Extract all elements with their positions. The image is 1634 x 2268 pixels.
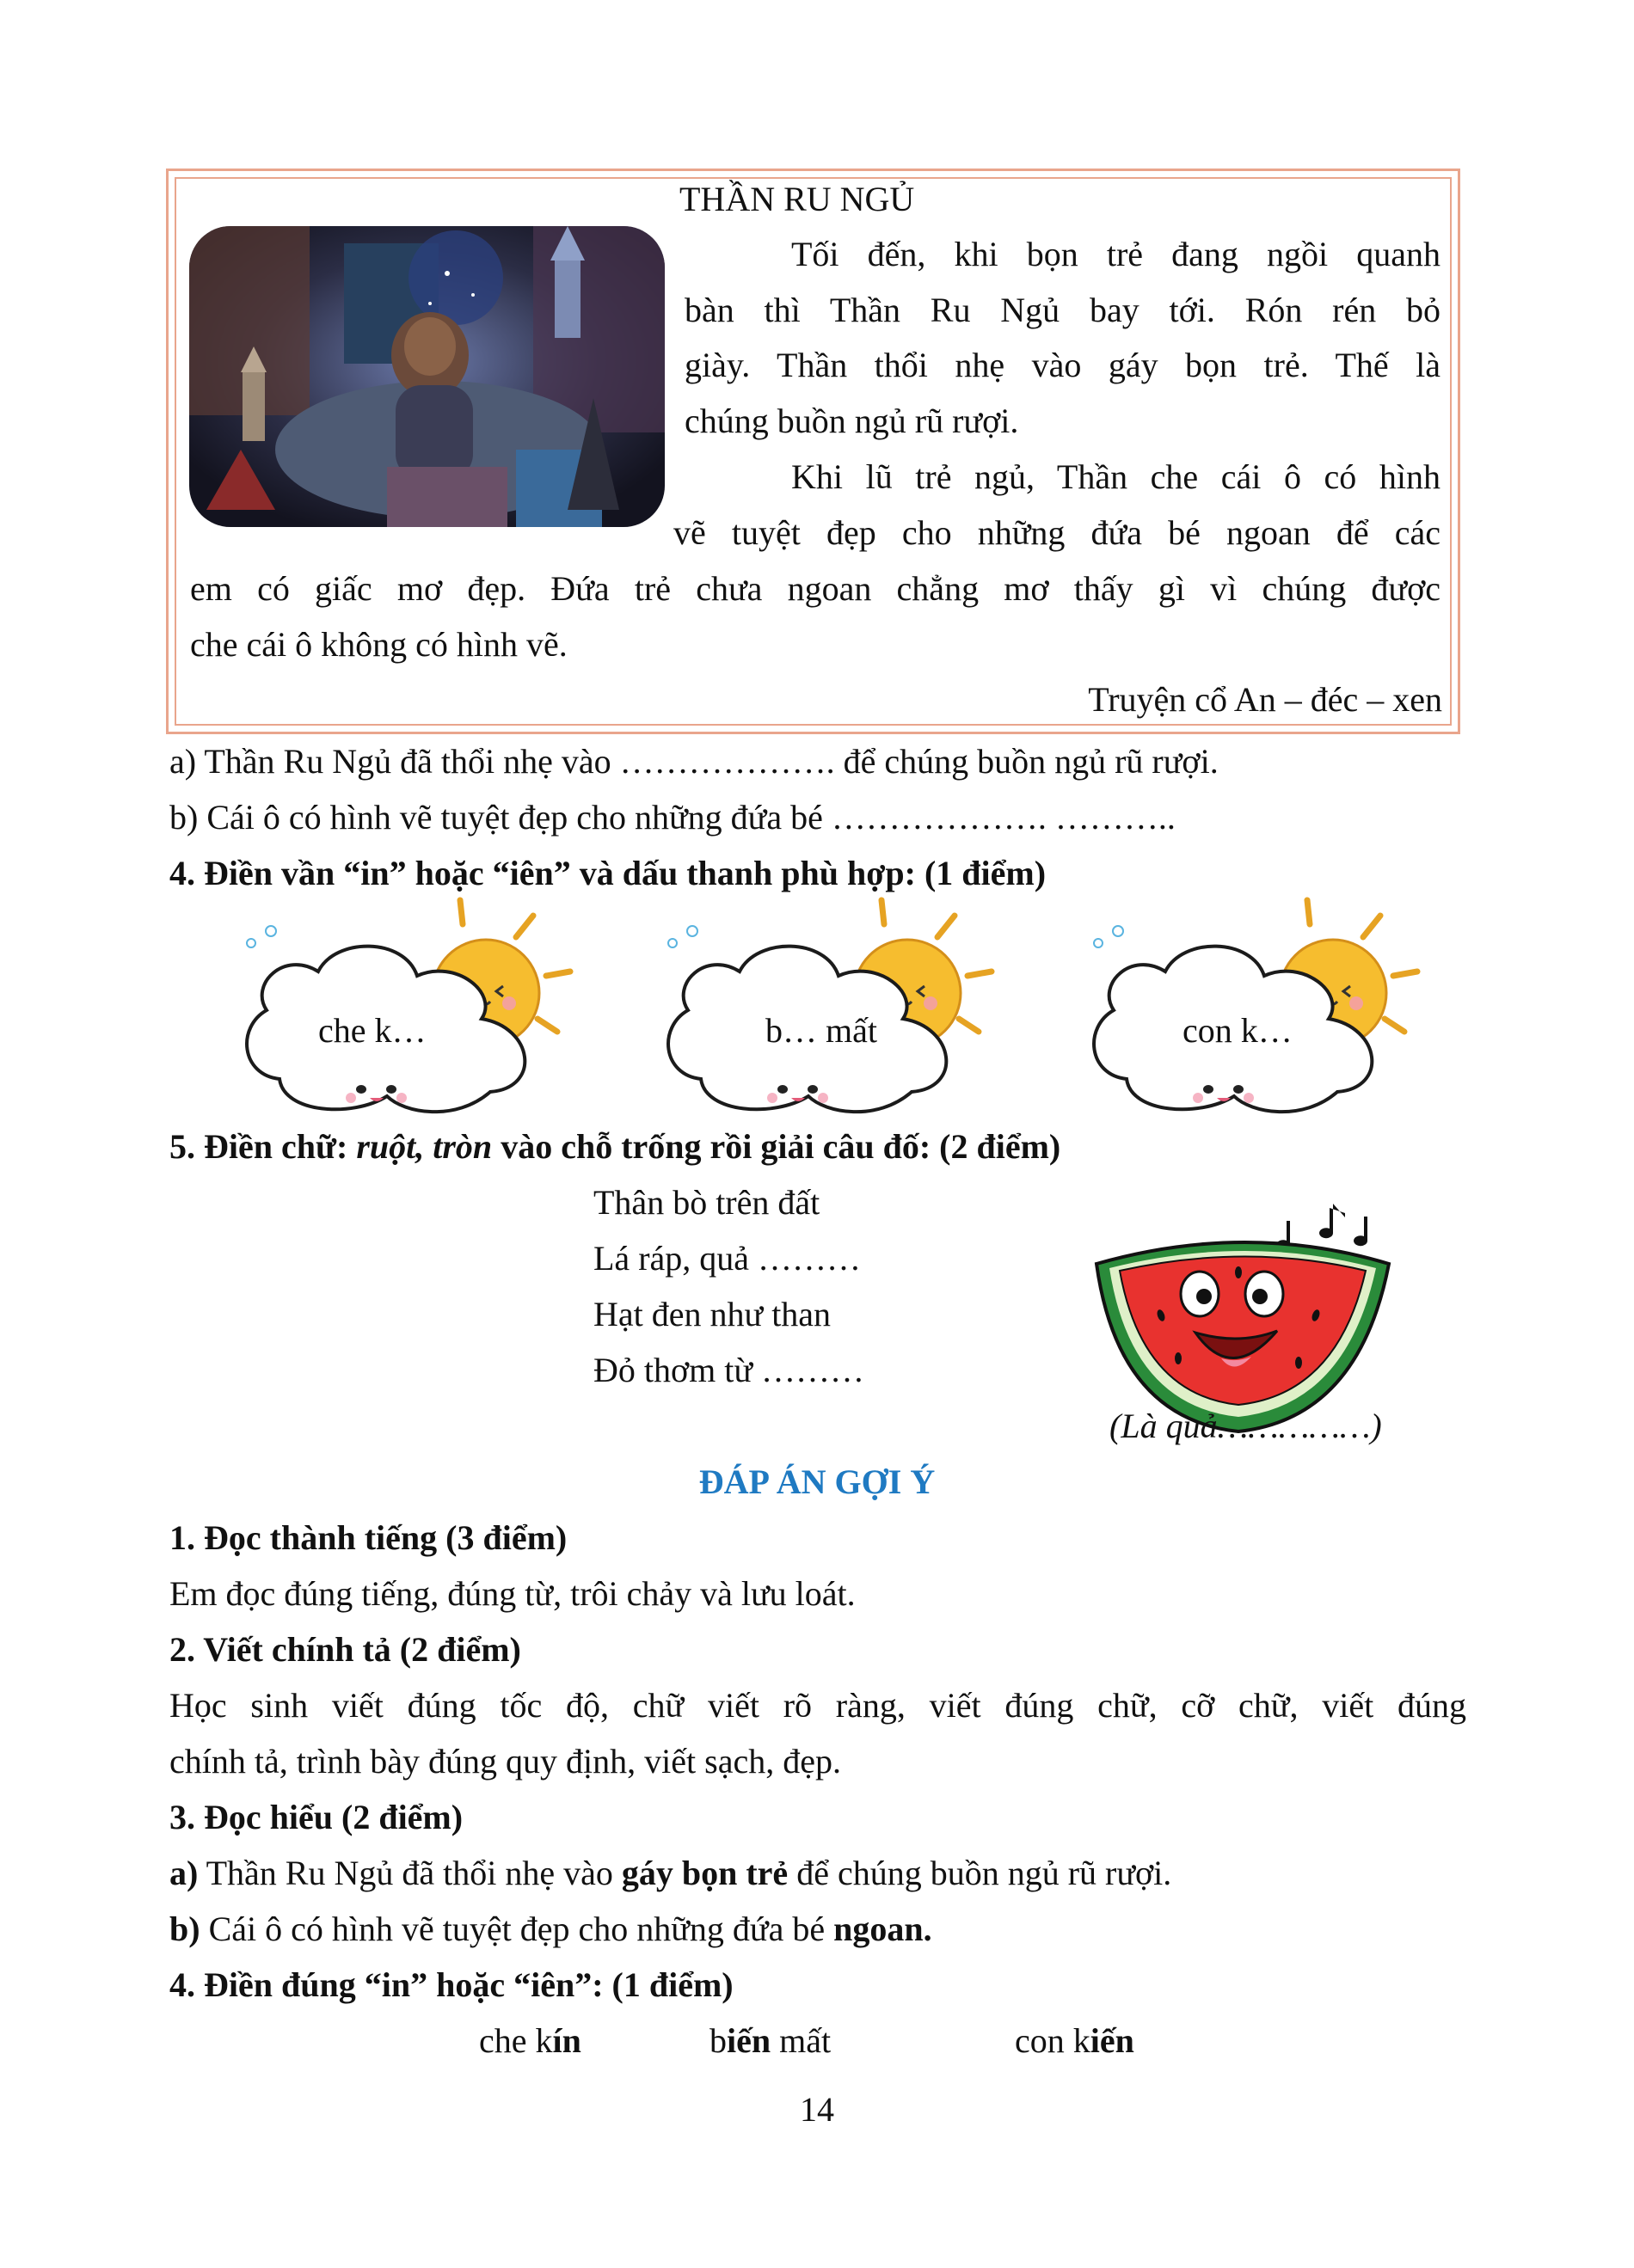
story-line-7: em có giấc mơ đẹp. Đứa trẻ chưa ngoan chẳng mơ thấy gì vì chúng được [190, 569, 1440, 608]
answers-s1-heading: 1. Đọc thành tiếng (3 điểm) [169, 1518, 568, 1557]
story-line-8: che cái ô không có hình vẽ. [190, 625, 568, 664]
answer-word-1 [479, 2020, 581, 2061]
cloud-label-2: b… mất [765, 1011, 877, 1050]
riddle-answer-hint: (Là quả……………) [1109, 1407, 1382, 1445]
answer-word-1-pre: che k [479, 2021, 553, 2060]
story-line-1: Tối đến, khi bọn trẻ đang ngồi quanh [791, 235, 1440, 273]
q5-heading-suffix: vào chỗ trống rồi giải câu đố: (2 điểm) [492, 1127, 1061, 1166]
cloud-sun-1 [232, 890, 602, 1122]
riddle-line-2: Lá ráp, quả ……… [593, 1239, 862, 1278]
answers-s3a [169, 1853, 1171, 1893]
answer-word-2-post: mất [771, 2021, 832, 2060]
story-line-5: Khi lũ trẻ ngủ, Thần che cái ô có hình [791, 457, 1440, 496]
q5-heading-words: ruột, tròn [356, 1127, 493, 1166]
answers-s3-heading: 3. Đọc hiểu (2 điểm) [169, 1798, 464, 1836]
answers-s2-line2: chính tả, trình bày đúng quy định, viết sạch, đẹp. [169, 1742, 841, 1781]
answers-s3b [169, 1909, 932, 1949]
riddle-line-4: Đỏ thơm từ ……… [593, 1351, 865, 1389]
watermelon-icon [1084, 1186, 1410, 1436]
answer-word-2-pre: b [710, 2021, 727, 2060]
cloud-sun-3 [1079, 890, 1449, 1122]
answer-word-3-bold: iến [1090, 2021, 1134, 2060]
story-illustration [189, 226, 665, 527]
answers-title: ĐÁP ÁN GỢI Ý [698, 1462, 936, 1501]
riddle-line-3: Hạt đen như than [593, 1295, 832, 1333]
story-line-2: bàn thì Thần Ru Ngủ bay tới. Rón rén bỏ [685, 291, 1440, 329]
answers-s3b-bold: ngoan. [833, 1909, 932, 1948]
answer-word-3 [1015, 2020, 1134, 2061]
riddle-line-1: Thân bò trên đất [593, 1183, 820, 1222]
answers-s3a-pre: Thần Ru Ngủ đã thổi nhẹ vào [198, 1854, 622, 1892]
cloud-label-1: che k… [318, 1011, 427, 1050]
story-source: Truyện cổ An – đéc – xen [1088, 680, 1442, 719]
story-title: THẦN RU NGỦ [679, 180, 915, 218]
q5-heading [169, 1126, 1060, 1167]
answer-word-2 [710, 2020, 831, 2061]
story-line-3: giày. Thần thổi nhẹ vào gáy bọn trẻ. Thế là [685, 346, 1440, 384]
story-line-4: chúng buồn ngủ rũ rượi. [685, 401, 1019, 440]
answers-s3a-label: a) [169, 1854, 199, 1892]
cloud-sun-2 [654, 890, 1023, 1122]
question-3b: b) Cái ô có hình vẽ tuyệt đẹp cho những đứa bé ………………. ……….. [169, 798, 1176, 837]
answers-s3b-label: b) [169, 1909, 200, 1948]
answers-s4-heading: 4. Điền đúng “in” hoặc “iên”: (1 điểm) [169, 1965, 734, 2004]
question-3a: a) Thần Ru Ngủ đã thổi nhẹ vào ………………. để chúng buồn ngủ rũ rượi. [169, 742, 1219, 781]
answers-s3a-post: để chúng buồn ngủ rũ rượi. [788, 1854, 1172, 1892]
answers-s3b-pre: Cái ô có hình vẽ tuyệt đẹp cho những đứa bé [200, 1909, 834, 1948]
q5-heading-prefix: 5. Điền chữ: [169, 1127, 357, 1166]
story-line-6: vẽ tuyệt đẹp cho những đứa bé ngoan để các [673, 513, 1440, 552]
answers-s3a-bold: gáy bọn trẻ [621, 1854, 789, 1892]
answers-s2-heading: 2. Viết chính tả (2 điểm) [169, 1630, 521, 1669]
cloud-label-3: con k… [1182, 1011, 1293, 1050]
answer-word-2-bold: iến [727, 2021, 771, 2060]
page-number: 14 [800, 2090, 834, 2129]
answer-word-3-pre: con k [1015, 2021, 1090, 2060]
answers-s2-line1: Học sinh viết đúng tốc độ, chữ viết rõ ràng, viết đúng chữ, cỡ chữ, viết đúng [169, 1686, 1466, 1725]
answers-s1-text: Em đọc đúng tiếng, đúng từ, trôi chảy và lưu loát. [169, 1574, 856, 1613]
q4-heading: 4. Điền vần “in” hoặc “iên” và dấu thanh phù hợp: (1 điểm) [169, 854, 1047, 892]
answer-word-1-bold: ín [552, 2021, 581, 2060]
